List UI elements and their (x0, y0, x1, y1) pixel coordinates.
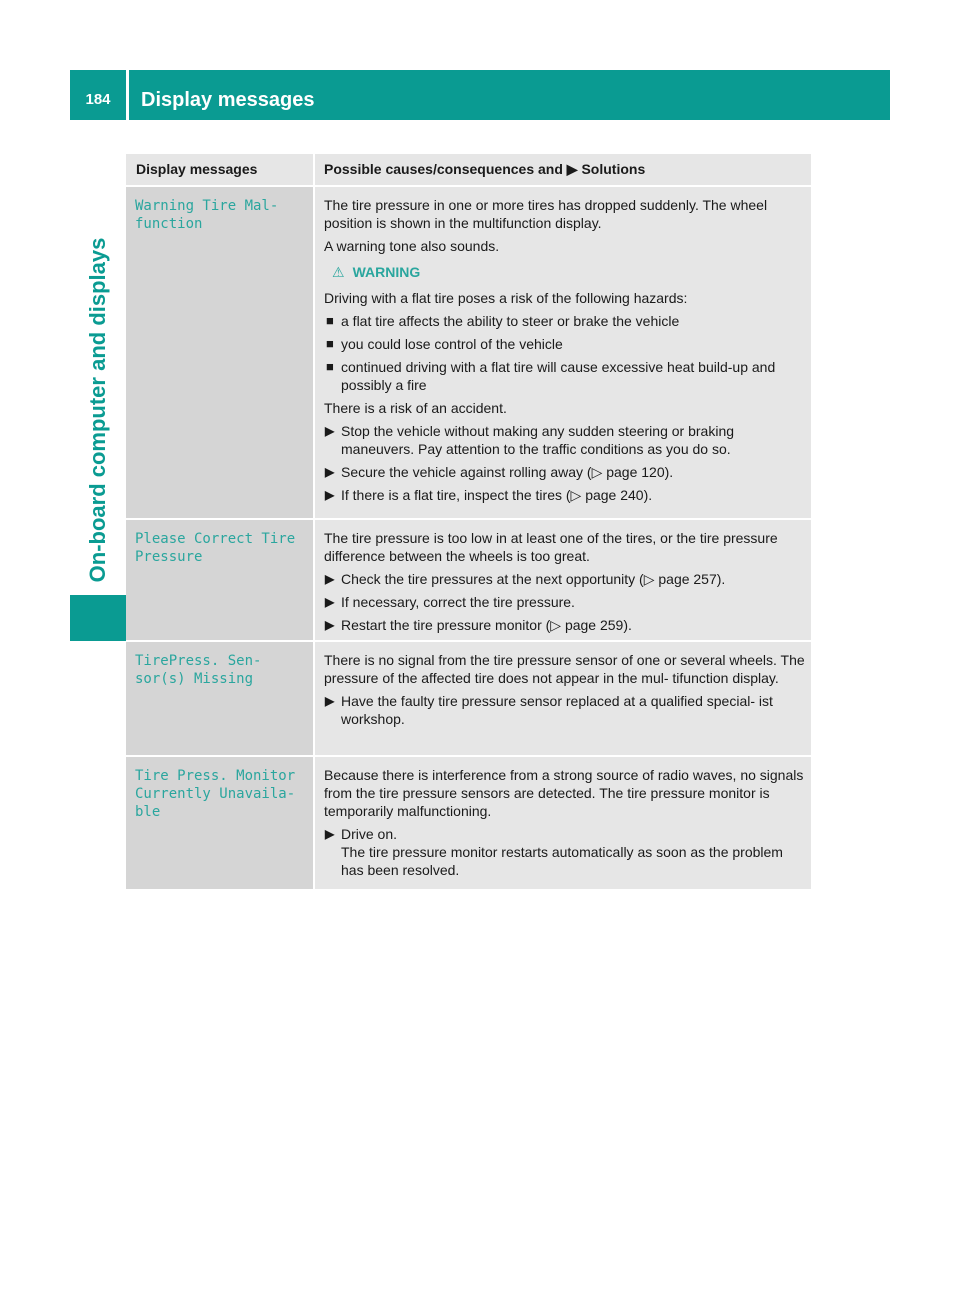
side-tab-label: On-board computer and displays (85, 237, 110, 583)
list-item: ■ you could lose control of the vehicle (326, 336, 563, 352)
instruction-step: ▶ Secure the vehicle against rolling away (▷ page 120). (325, 464, 674, 480)
bullet-icon: ■ (326, 336, 334, 351)
message-description: There is no signal from the tire pressure sensor of one or several wheels. The pressure of the affected tire does not appear in the mul‐ tifunction display. ▶ Have the faulty tire pressure sensor replaced at a qualified special‐ ist workshop. (313, 642, 811, 755)
message-description: The tire pressure is too low in at least one of the tires, or the tire pressure difference between the wheels is too great. ▶ Check the tire pressures at the next opportunity (▷ page 257). ▶ If necessary, correct the tire pressure. ▶ Restart the tire pressure monitor (▷ page 259). (313, 520, 811, 640)
instruction-step: ▶ Have the faulty tire pressure sensor replaced at a qualified special‐ ist workshop. (325, 693, 773, 727)
step-arrow-icon: ▶ (325, 595, 335, 609)
warning-heading: ⚠ WARNING (332, 264, 421, 280)
list-item: ■ continued driving with a flat tire will cause excessive heat build-up and possibly a fire (326, 359, 776, 393)
header-divider (126, 70, 129, 120)
table-row (126, 757, 811, 891)
table-row (126, 520, 811, 642)
step-arrow-icon: ▶ (325, 488, 335, 502)
table-header (126, 154, 811, 187)
header-causes-text: Possible causes/consequences and (324, 161, 563, 177)
table-row (126, 642, 811, 757)
side-tab-marker (70, 595, 126, 641)
table-row (126, 187, 811, 520)
message-description: The tire pressure in one or more tires has dropped suddenly. The wheel position is shown in the multifunction display. A warning tone also sounds. ⚠ WARNING Driving with a flat tire poses a risk of the following hazards: ■ a flat tire affects the ability to steer or brake the vehicle ■ you could lose control of the vehicle ■ continued driving with a flat tire will cause excessive heat build-up and possibly a fire There is a risk of an accident. ▶ Stop the vehicle without making any sudden steering or braking maneuvers. Pay attention to the traffic conditions as you do so. ▶ Secure the vehicle against rolling away (▷ page 120). ▶ If there is a flat tire, inspect the tires (▷ page 240). (313, 187, 811, 518)
display-message: Warning Tire Mal‐ function (126, 187, 313, 518)
step-arrow-icon: ▶ (325, 694, 335, 708)
messages-table (126, 154, 811, 891)
page-number: 184 (85, 91, 111, 108)
instruction-step: ▶ Check the tire pressures at the next opportunity (▷ page 257). (325, 571, 726, 587)
step-arrow-icon: ▶ (325, 618, 335, 632)
instruction-step: ▶ If necessary, correct the tire pressure. (325, 594, 575, 610)
play-arrow-icon: ▶ (566, 161, 578, 177)
message-description: Because there is interference from a strong source of radio waves, no signals from the tire pressure sensors are detected. The tire pressure monitor is temporarily malfunctioning. ▶ Drive on. The tire pressure monitor restarts automatically as soon as the problem has been resolved. (313, 757, 811, 889)
instruction-step: ▶ Stop the vehicle without making any sudden steering or braking maneuvers. Pay attention to the traffic conditions as you do so. (325, 423, 735, 457)
page-title: Display messages (141, 89, 315, 111)
bullet-icon: ■ (326, 313, 334, 328)
step-arrow-icon: ▶ (325, 827, 335, 841)
display-message: Tire Press. Monitor Currently Unavaila‐ ble (126, 757, 313, 889)
bullet-icon: ■ (326, 359, 334, 374)
step-arrow-icon: ▶ (325, 424, 335, 438)
instruction-step: ▶ If there is a flat tire, inspect the tires (▷ page 240). (325, 487, 653, 503)
page-header (70, 70, 890, 120)
instruction-step: ▶ Drive on. The tire pressure monitor restarts automatically as soon as the problem has been resolved. (325, 826, 783, 878)
display-message: TirePress. Sen‐ sor(s) Missing (126, 642, 313, 755)
list-item: ■ a flat tire affects the ability to steer or brake the vehicle (326, 313, 680, 329)
header-solutions-text: Solutions (581, 161, 646, 177)
display-message: Please Correct Tire Pressure (126, 520, 313, 640)
step-arrow-icon: ▶ (325, 572, 335, 586)
instruction-step: ▶ Restart the tire pressure monitor (▷ page 259). (325, 617, 632, 633)
warning-triangle-icon: ⚠ (332, 264, 345, 280)
header-causes-solutions (313, 154, 811, 185)
step-arrow-icon: ▶ (325, 465, 335, 479)
header-display-messages: Display messages (136, 161, 258, 177)
